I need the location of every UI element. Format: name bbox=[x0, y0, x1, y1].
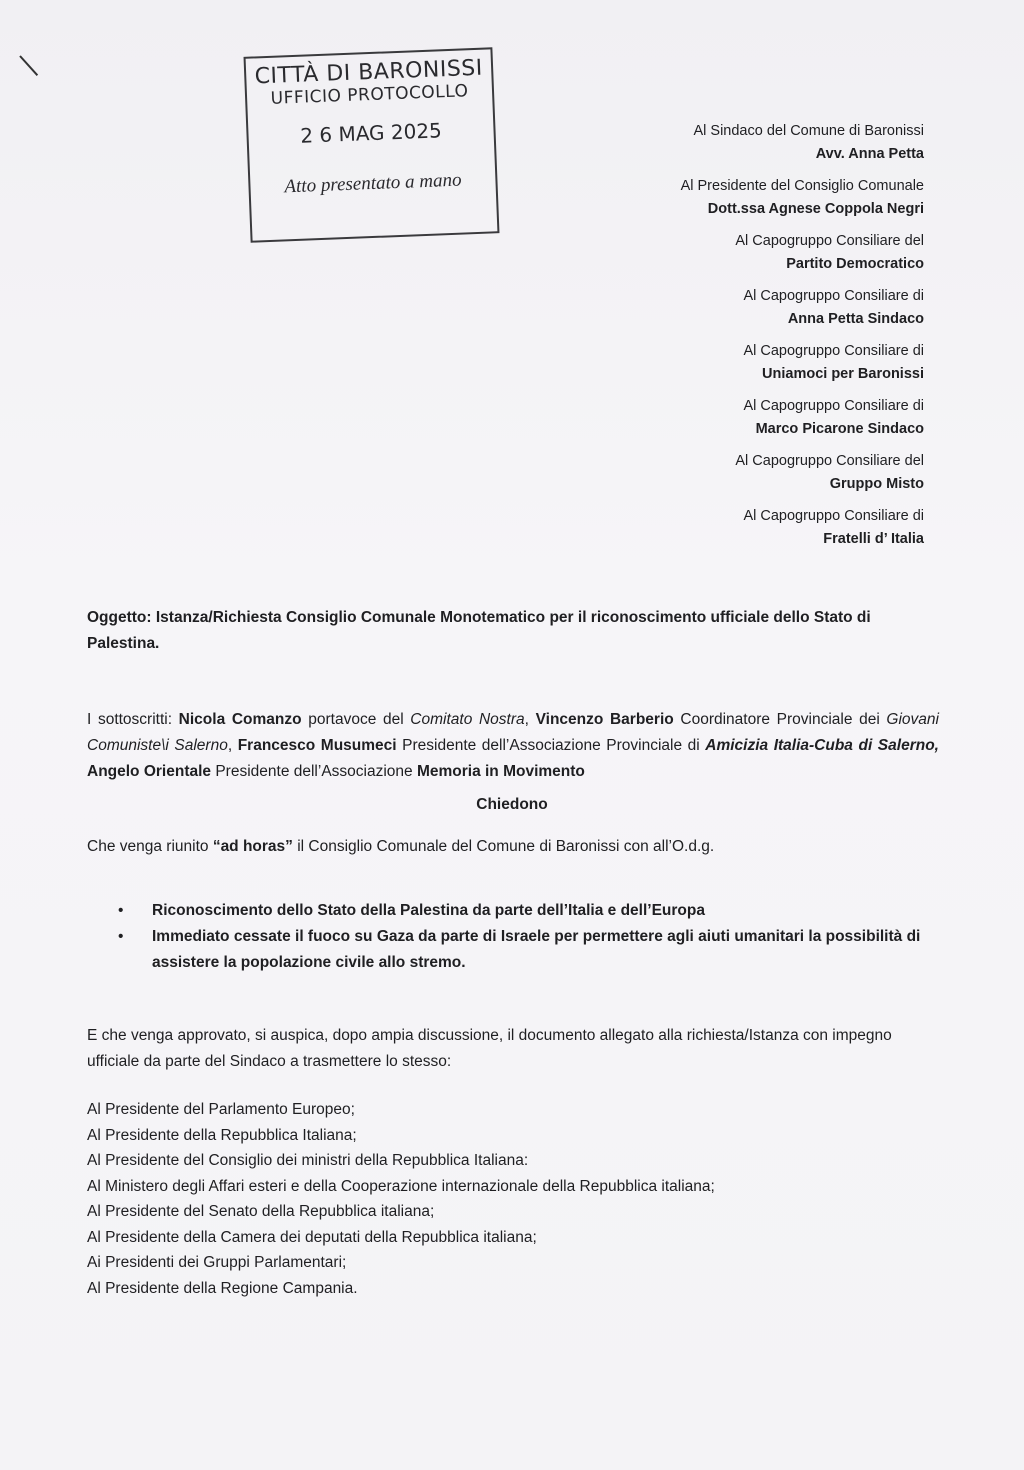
recipient bbox=[444, 175, 924, 221]
stamp-office: UFFICIO PROTOCOLLO bbox=[270, 81, 469, 109]
recipient bbox=[444, 120, 924, 166]
recipient bbox=[444, 450, 924, 496]
signer-name: Vincenzo Barberio bbox=[535, 711, 674, 728]
recipient-role: Al Sindaco del Comune di Baronissi bbox=[693, 123, 924, 139]
recipient-name: Fratelli d’ Italia bbox=[823, 531, 924, 547]
bullet-icon: • bbox=[118, 928, 124, 945]
recipient-role: Al Capogruppo Consiliare di bbox=[743, 343, 924, 359]
signer-name: Francesco Musumeci bbox=[237, 737, 397, 754]
signer-role: Presidente dell’Associazione bbox=[211, 763, 417, 780]
separator: , bbox=[227, 737, 238, 754]
approval-paragraph: E che venga approvato, si auspica, dopo ampia discussione, il documento allegato alla richiesta/Istanza con impegno ufficiale da parte del Sindaco a trasmettere lo stesso: bbox=[87, 1027, 892, 1070]
list-item: Ai Presidenti dei Gruppi Parlamentari; bbox=[87, 1254, 347, 1271]
signer-org: Giovani Comuniste\i Salerno bbox=[87, 711, 939, 754]
request-heading: Chiedono bbox=[476, 796, 548, 813]
recipient-name: Uniamoci per Baronissi bbox=[762, 366, 924, 382]
recipient-role: Al Capogruppo Consiliare di bbox=[743, 398, 924, 414]
stamp-city: CITTÀ DI BARONISSI bbox=[254, 55, 484, 90]
recipient-name: Gruppo Misto bbox=[829, 476, 924, 492]
list-item: Al Presidente della Repubblica Italiana; bbox=[87, 1126, 357, 1144]
agenda-list bbox=[118, 898, 940, 976]
addressee-list bbox=[87, 1097, 715, 1301]
separator: , bbox=[524, 711, 536, 728]
list-item: Al Ministero degli Affari esteri e della Cooperazione internazionale della Repubblica italiana; bbox=[87, 1177, 715, 1195]
list-item bbox=[118, 924, 940, 976]
recipient-name: Avv. Anna Petta bbox=[815, 146, 924, 162]
request-paragraph bbox=[87, 834, 939, 860]
list-item: Al Presidente del Parlamento Europeo; bbox=[87, 1101, 355, 1118]
bullet-icon: • bbox=[118, 902, 124, 919]
list-item bbox=[118, 898, 940, 924]
list-item: Al Presidente della Camera dei deputati della Repubblica italiana; bbox=[87, 1228, 537, 1246]
subject-line: Oggetto: Istanza/Richiesta Consiglio Comunale Monotematico per il riconoscimento ufficiale dello Stato di Palestina. bbox=[87, 609, 871, 652]
pen-mark bbox=[19, 55, 38, 76]
signer-org: Memoria in Movimento bbox=[416, 763, 585, 780]
list-item: Al Presidente del Senato della Repubblica italiana; bbox=[87, 1203, 435, 1220]
list-item-text: Immediato cessate il fuoco su Gaza da parte di Israele per permettere agli aiuti umanitari la possibilità di assistere la popolazione civile allo stremo. bbox=[152, 928, 921, 971]
recipient-role: Al Capogruppo Consiliare di bbox=[743, 508, 924, 524]
list-item: Al Presidente del Consiglio dei ministri della Repubblica Italiana: bbox=[87, 1152, 529, 1169]
recipient-role: Al Presidente del Consiglio Comunale bbox=[680, 178, 924, 194]
signer-name: Nicola Comanzo bbox=[178, 711, 302, 728]
recipient-role: Al Capogruppo Consiliare del bbox=[735, 233, 924, 249]
list-item: Al Presidente della Regione Campania. bbox=[87, 1279, 358, 1297]
request-bold: “ad horas” bbox=[212, 838, 293, 855]
recipient-name: Dott.ssa Agnese Coppola Negri bbox=[707, 201, 924, 217]
recipient bbox=[444, 340, 924, 386]
recipient bbox=[444, 505, 924, 551]
request-post: il Consiglio Comunale del Comune di Baronissi con all’O.d.g. bbox=[292, 838, 715, 855]
signer-org: Amicizia Italia-Cuba di Salerno, bbox=[705, 737, 939, 754]
signer-role: Presidente dell’Associazione Provinciale di bbox=[396, 737, 706, 754]
recipients-block bbox=[444, 120, 924, 560]
recipient-role: Al Capogruppo Consiliare del bbox=[735, 453, 924, 469]
signer-role: Coordinatore Provinciale dei bbox=[673, 711, 887, 728]
recipient bbox=[444, 395, 924, 441]
list-item-text: Riconoscimento dello Stato della Palestina da parte dell’Italia e dell’Europa bbox=[152, 902, 705, 919]
recipient bbox=[444, 230, 924, 276]
signers-intro: I sottoscritti: bbox=[87, 711, 179, 728]
signer-org: Comitato Nostra bbox=[410, 711, 525, 728]
recipient-role: Al Capogruppo Consiliare di bbox=[743, 288, 924, 304]
stamp-note: Atto presentato a mano bbox=[284, 169, 462, 198]
recipient-name: Marco Picarone Sindaco bbox=[755, 421, 924, 437]
recipient bbox=[444, 285, 924, 331]
signer-name: Angelo Orientale bbox=[87, 763, 212, 780]
recipient-name: Partito Democratico bbox=[786, 256, 924, 272]
signers-paragraph bbox=[87, 707, 939, 785]
recipient-name: Anna Petta Sindaco bbox=[787, 311, 924, 327]
stamp-date: 2 6 MAG 2025 bbox=[299, 118, 443, 148]
signer-role: portavoce del bbox=[301, 711, 411, 728]
request-pre: Che venga riunito bbox=[87, 838, 213, 855]
